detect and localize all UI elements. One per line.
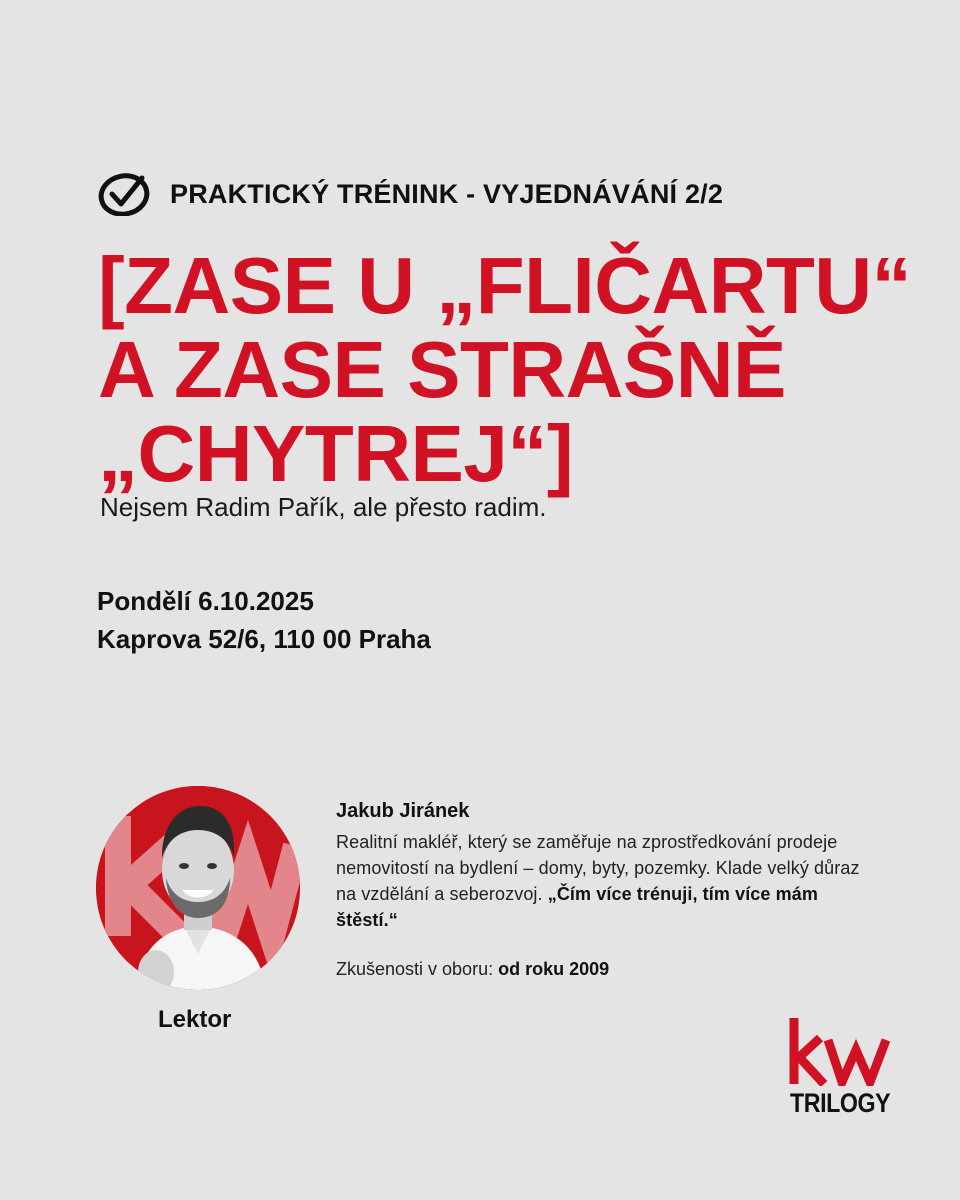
event-address: Kaprova 52/6, 110 00 Praha: [97, 624, 431, 654]
subtitle: Nejsem Radim Pařík, ale přesto radim.: [100, 492, 547, 522]
lecturer-role-label: Lektor: [158, 1006, 232, 1033]
lecturer-experience: [336, 959, 876, 980]
kw-trilogy-logo: [788, 1016, 898, 1120]
kw-logo-icon: [788, 1016, 892, 1086]
kw-tagline: TRILOGY: [790, 1088, 891, 1118]
eyebrow-text: PRAKTICKÝ TRÉNINK - VYJEDNÁVÁNÍ 2/2: [170, 178, 724, 209]
headline-line-1: [ZASE U „FLIČARTU“: [98, 241, 912, 330]
lecturer-description-text: Realitní makléř, který se zaměřuje na zprostředkování prodeje nemovitostí na bydlení – domy, byty, pozemky. Klade velký důraz na vzdělání a seberozvoj.: [336, 832, 860, 904]
lecturer-description: [336, 829, 876, 933]
lecturer-bio: [336, 800, 876, 980]
headline-line-2: A ZASE STRAŠNĚ: [98, 325, 786, 414]
headline: [98, 241, 918, 498]
lecturer-name: Jakub Jiránek: [336, 800, 470, 822]
check-circle-icon: [98, 172, 154, 216]
lecturer-quote: „Čím více trénuji, tím více mám štěstí.“: [336, 884, 818, 930]
experience-label: Zkušenosti v oboru:: [336, 959, 499, 979]
lecturer-photo: [96, 786, 300, 990]
experience-value: od roku 2009: [498, 959, 610, 979]
headline-line-3: „CHYTREJ“]: [98, 409, 574, 498]
event-date: Pondělí 6.10.2025: [97, 586, 314, 616]
eyebrow: [98, 172, 723, 216]
